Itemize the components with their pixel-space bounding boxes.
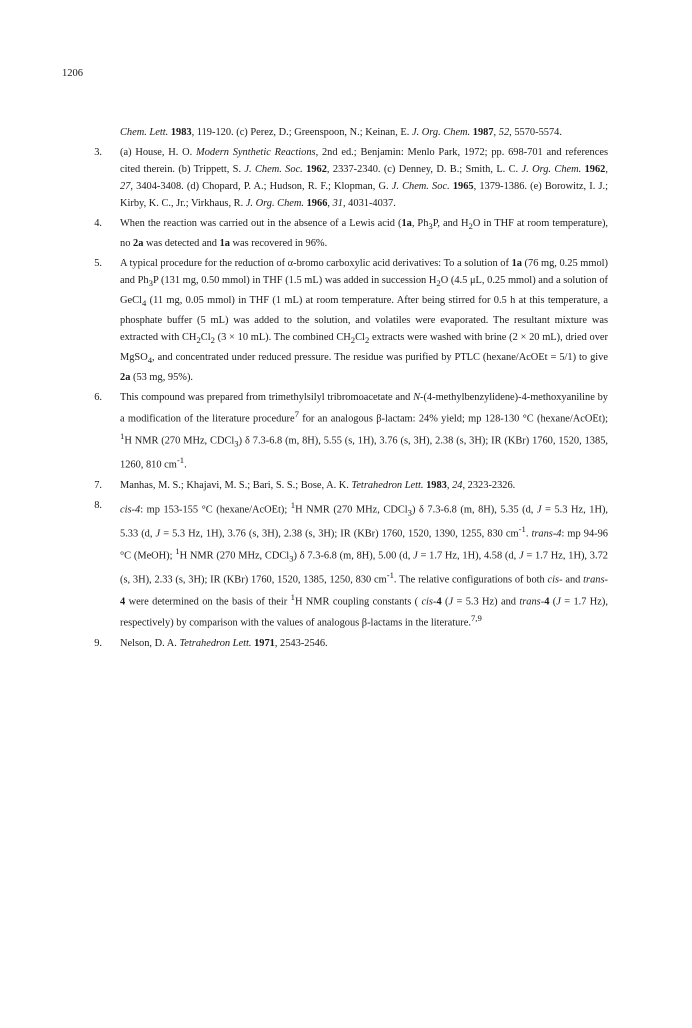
note-text-segment: , 119-120. (c) Perez, D.; Greenspoon, N.; Keinan, E.: [191, 127, 412, 138]
note-text-segment: Nelson, D. A.: [120, 637, 180, 649]
note-text-segment: N: [413, 392, 421, 404]
note-text-segment: J. Org. Chem.: [521, 164, 582, 175]
note-text-segment: -1: [386, 570, 394, 581]
note-text: [120, 389, 608, 473]
note-text-segment: J. Chem. Soc.: [244, 164, 303, 175]
note-text-segment: 1983: [170, 127, 192, 138]
note-number: 7.: [94, 479, 102, 491]
note-text-segment: 4: [147, 355, 153, 366]
note-text-segment: . The relative configurations of both: [393, 574, 548, 586]
note-text-segment: , 4031-4037.: [342, 198, 396, 209]
reference-note: [88, 497, 608, 632]
note-text-segment: 2: [196, 335, 201, 346]
note-text: [120, 497, 608, 632]
reference-note: [88, 477, 608, 494]
note-text-segment: 2: [436, 278, 441, 289]
note-text-segment: 4: [141, 298, 147, 309]
note-text-segment: 1987: [472, 127, 494, 138]
note-text-segment: J: [448, 596, 454, 608]
reference-note: [88, 635, 608, 652]
note-text-segment: H NMR (270 MHz, CDCl: [124, 435, 235, 447]
note-text-segment: J: [536, 504, 542, 516]
note-text-segment: H NMR coupling constants (: [294, 596, 422, 608]
note-text-segment: 31: [332, 198, 343, 209]
note-text-segment: : mp 94-96 °C (MeOH);: [120, 528, 608, 562]
reference-note: [88, 255, 608, 386]
reference-note: [88, 144, 608, 212]
note-text-segment: = 1.7 Hz), respectively) by comparison with the values of analogous β-lactams in the literature.: [120, 596, 608, 629]
note-text-segment: cis: [547, 574, 560, 586]
note-text-segment: = 1.7 Hz, 1H), 4.58 (d,: [417, 550, 519, 562]
note-text-segment: 2a: [120, 372, 131, 384]
note-text-segment: , 2337-2340. (c) Denney, D. B.; Smith, L. C.: [326, 164, 522, 175]
note-text-segment: H NMR (270 MHz, CDCl: [179, 550, 290, 562]
note-text-segment: , 3404-3408. (d) Chopard, P. A.; Hudson, R. F.; Klopman, G.: [130, 181, 392, 192]
note-text-segment: , 2nd ed.; Benjamin: Menlo Park, 1972; pp. 698-701 and references cited therein. (b) Trippett, S.: [120, 147, 608, 175]
note-text-segment: J. Org. Chem.: [411, 127, 471, 138]
note-text-segment: 1: [290, 591, 295, 602]
note-text-segment: 3: [407, 507, 412, 518]
note-text-segment: ,: [446, 479, 453, 491]
note-text-segment: : mp 153-155 °C (hexane/AcOEt);: [140, 504, 291, 516]
note-text-segment: ) δ 7.3-6.8 (m, 8H), 5.00 (d,: [293, 550, 414, 562]
note-text-segment: Cl: [200, 332, 211, 344]
note-text-segment: 3: [289, 553, 294, 564]
note-text-segment: O (4.5 μL, 0.25 mmol) and a solution of GeCl: [120, 275, 608, 307]
note-text-segment: = 1.7 Hz, 1H), 3.72 (s, 3H), 2.33 (s, 3H); IR (KBr) 1760, 1520, 1385, 1250, 830 cm: [120, 550, 608, 586]
reference-note: [88, 124, 608, 141]
note-text-segment: O in THF at room temperature), no: [120, 218, 609, 250]
note-text-segment: 4: [436, 596, 442, 608]
note-text-segment: When the reaction was carried out in the absence of a Lewis acid (: [120, 218, 402, 229]
note-number: 5.: [94, 258, 102, 270]
note-text-segment: -: [540, 596, 545, 608]
note-text-segment: (3 × 10 mL). The combined CH: [214, 332, 351, 344]
note-text-segment: P (131 mg, 0.50 mmol) in THF (1.5 mL) was added in succession H: [152, 275, 437, 287]
note-text: [120, 124, 608, 141]
note-text-segment: 1962: [306, 164, 327, 175]
note-text-segment: P, and H: [432, 218, 469, 229]
note-text-segment: 3: [428, 221, 433, 232]
note-text-segment: ) δ 7.3-6.8 (m, 8H), 5.55 (s, 1H), 3.76 (s, 3H), 2.38 (s, 3H); IR (KBr) 1760, 1520, 1385, 1260, 810 cm: [120, 435, 608, 471]
note-text-segment: J: [518, 550, 524, 562]
note-text-segment: 3: [148, 278, 153, 289]
note-number: 6.: [94, 392, 102, 404]
note-text-segment: .: [525, 528, 532, 540]
note-text-segment: Modern Synthetic Reactions: [196, 147, 316, 158]
note-text-segment: 2: [364, 335, 370, 346]
note-text-segment: -1: [518, 524, 526, 535]
note-text-segment: , 2323-2326.: [462, 479, 516, 491]
note-text-segment: 1962: [584, 164, 606, 175]
note-text-segment: trans-4: [531, 528, 562, 540]
note-text-segment: trans: [519, 596, 541, 608]
note-text-segment: , Ph: [411, 218, 429, 229]
note-text-segment: 24: [452, 479, 463, 491]
note-text-segment: extracts were washed with brine (2 × 20 mL), dried over MgSO: [120, 332, 608, 364]
note-text-segment: 7,9: [470, 613, 482, 624]
note-text-segment: 2a: [133, 238, 144, 250]
note-text-segment: 3: [234, 438, 239, 449]
note-text-segment: (: [441, 596, 449, 608]
reference-note: [88, 389, 608, 473]
note-text-segment: ,: [327, 198, 333, 209]
note-text-segment: (76 mg, 0.25 mmol) and Ph: [120, 258, 608, 287]
note-text-segment: cis-4: [120, 504, 141, 516]
note-text-segment: -(4-methylbenzylidene)-4-methoxyaniline by a modification of the literature procedure: [120, 392, 608, 425]
note-text-segment: J: [155, 528, 161, 540]
note-text-segment: 1965: [452, 181, 474, 192]
note-text-segment: (a) House, H. O.: [120, 147, 197, 158]
note-text-segment: Chem. Lett.: [120, 127, 169, 138]
note-text-segment: 2: [210, 335, 215, 346]
note-text-segment: 4: [120, 596, 126, 608]
note-text: [120, 635, 608, 652]
note-text-segment: 1a: [219, 238, 230, 250]
note-text-segment: 1a: [511, 258, 522, 270]
reference-note: [88, 215, 608, 252]
note-text-segment: - and: [559, 574, 584, 586]
note-text-segment: was recovered in 96%.: [229, 238, 328, 250]
note-text-segment: J. Chem. Soc.: [391, 181, 450, 192]
note-text-segment: 2: [350, 335, 356, 346]
note-text-segment: (: [549, 596, 557, 608]
note-text-segment: J. Org. Chem.: [245, 198, 304, 209]
note-text: [120, 215, 608, 252]
note-text-segment: This compound was prepared from trimethylsilyl tribromoacetate and: [120, 392, 414, 404]
note-text-segment: -: [432, 596, 437, 608]
note-text: [120, 144, 608, 212]
note-number: 4.: [94, 218, 102, 229]
note-number: 9.: [94, 637, 102, 649]
note-text-segment: A typical procedure for the reduction of α-bromo carboxylic acid derivatives: To a solution of: [120, 258, 512, 270]
note-text-segment: 1971: [254, 637, 275, 649]
note-text-segment: = 5.3 Hz, 1H), 5.33 (d,: [120, 504, 609, 540]
note-text-segment: ) δ 7.3-6.8 (m, 8H), 5.35 (d,: [412, 504, 537, 516]
note-text-segment: Cl: [355, 332, 365, 344]
note-text-segment: -1: [176, 455, 185, 466]
note-text-segment: , and concentrated under reduced pressure. The residue was purified by PTLC (hexane/AcOEt = 5/1) to give: [152, 352, 608, 364]
note-text-segment: ,: [605, 164, 608, 175]
note-text-segment: for an analogous β-lactam: 24% yield; mp 128-130 °C (hexane/AcOEt);: [298, 413, 608, 425]
note-text-segment: were determined on the basis of their: [125, 596, 291, 608]
note-text-segment: H NMR (270 MHz, CDCl: [295, 504, 408, 516]
note-text: [120, 477, 608, 494]
note-text-segment: 1: [120, 430, 125, 441]
note-text-segment: (53 mg, 95%).: [130, 372, 194, 384]
note-text-segment: Manhas, M. S.; Khajavi, M. S.; Bari, S. S.; Bose, A. K.: [120, 479, 352, 491]
note-text-segment: 1983: [426, 479, 447, 491]
note-text-segment: , 2543-2546.: [274, 637, 328, 649]
note-number: 8.: [94, 499, 102, 511]
note-text-segment: 27: [120, 181, 131, 192]
note-text-segment: 1: [175, 545, 180, 556]
note-text-segment: ,: [493, 127, 499, 138]
note-text-segment: = 5.3 Hz) and: [453, 596, 520, 608]
note-text-segment: 4: [544, 596, 550, 608]
note-text-segment: 52: [498, 127, 510, 138]
note-text-segment: .: [184, 459, 187, 471]
note-text-segment: (11 mg, 0.05 mmol) in THF (1 mL) at room temperature. After being stirred for 0.5 h at this temperature, a phosphate buffer (5 mL) was added to the solution, and volatiles were evaporated. The resultant mixture was extracted with CH: [120, 295, 608, 344]
note-text-segment: J: [413, 550, 418, 562]
note-text-segment: J: [556, 596, 561, 608]
note-text-segment: Tetrahedron Lett.: [351, 479, 424, 491]
note-text: [120, 255, 608, 386]
note-number: 3.: [94, 147, 102, 158]
note-text-segment: 1a: [401, 218, 412, 229]
note-text-segment: Tetrahedron Lett.: [179, 637, 252, 649]
reference-notes: [88, 124, 608, 652]
note-text-segment: , 5570-5574.: [509, 127, 562, 138]
note-text-segment: 1: [290, 499, 296, 510]
note-text-segment: -: [604, 574, 608, 586]
note-text-segment: , 1379-1386. (e) Borowitz, I. J.; Kirby, K. C., Jr.; Virkhaus, R.: [120, 181, 608, 209]
note-text-segment: trans: [583, 574, 605, 586]
note-text-segment: = 5.3 Hz, 1H), 3.76 (s, 3H), 2.38 (s, 3H); IR (KBr) 1760, 1520, 1390, 1255, 830 cm: [160, 528, 519, 540]
page-number: 1206: [62, 68, 83, 79]
note-text-segment: 2: [468, 221, 473, 232]
note-text-segment: was detected and: [143, 238, 220, 250]
note-text-segment: 7: [294, 409, 299, 420]
note-text-segment: 1966: [306, 198, 328, 209]
note-text-segment: cis: [421, 596, 433, 608]
